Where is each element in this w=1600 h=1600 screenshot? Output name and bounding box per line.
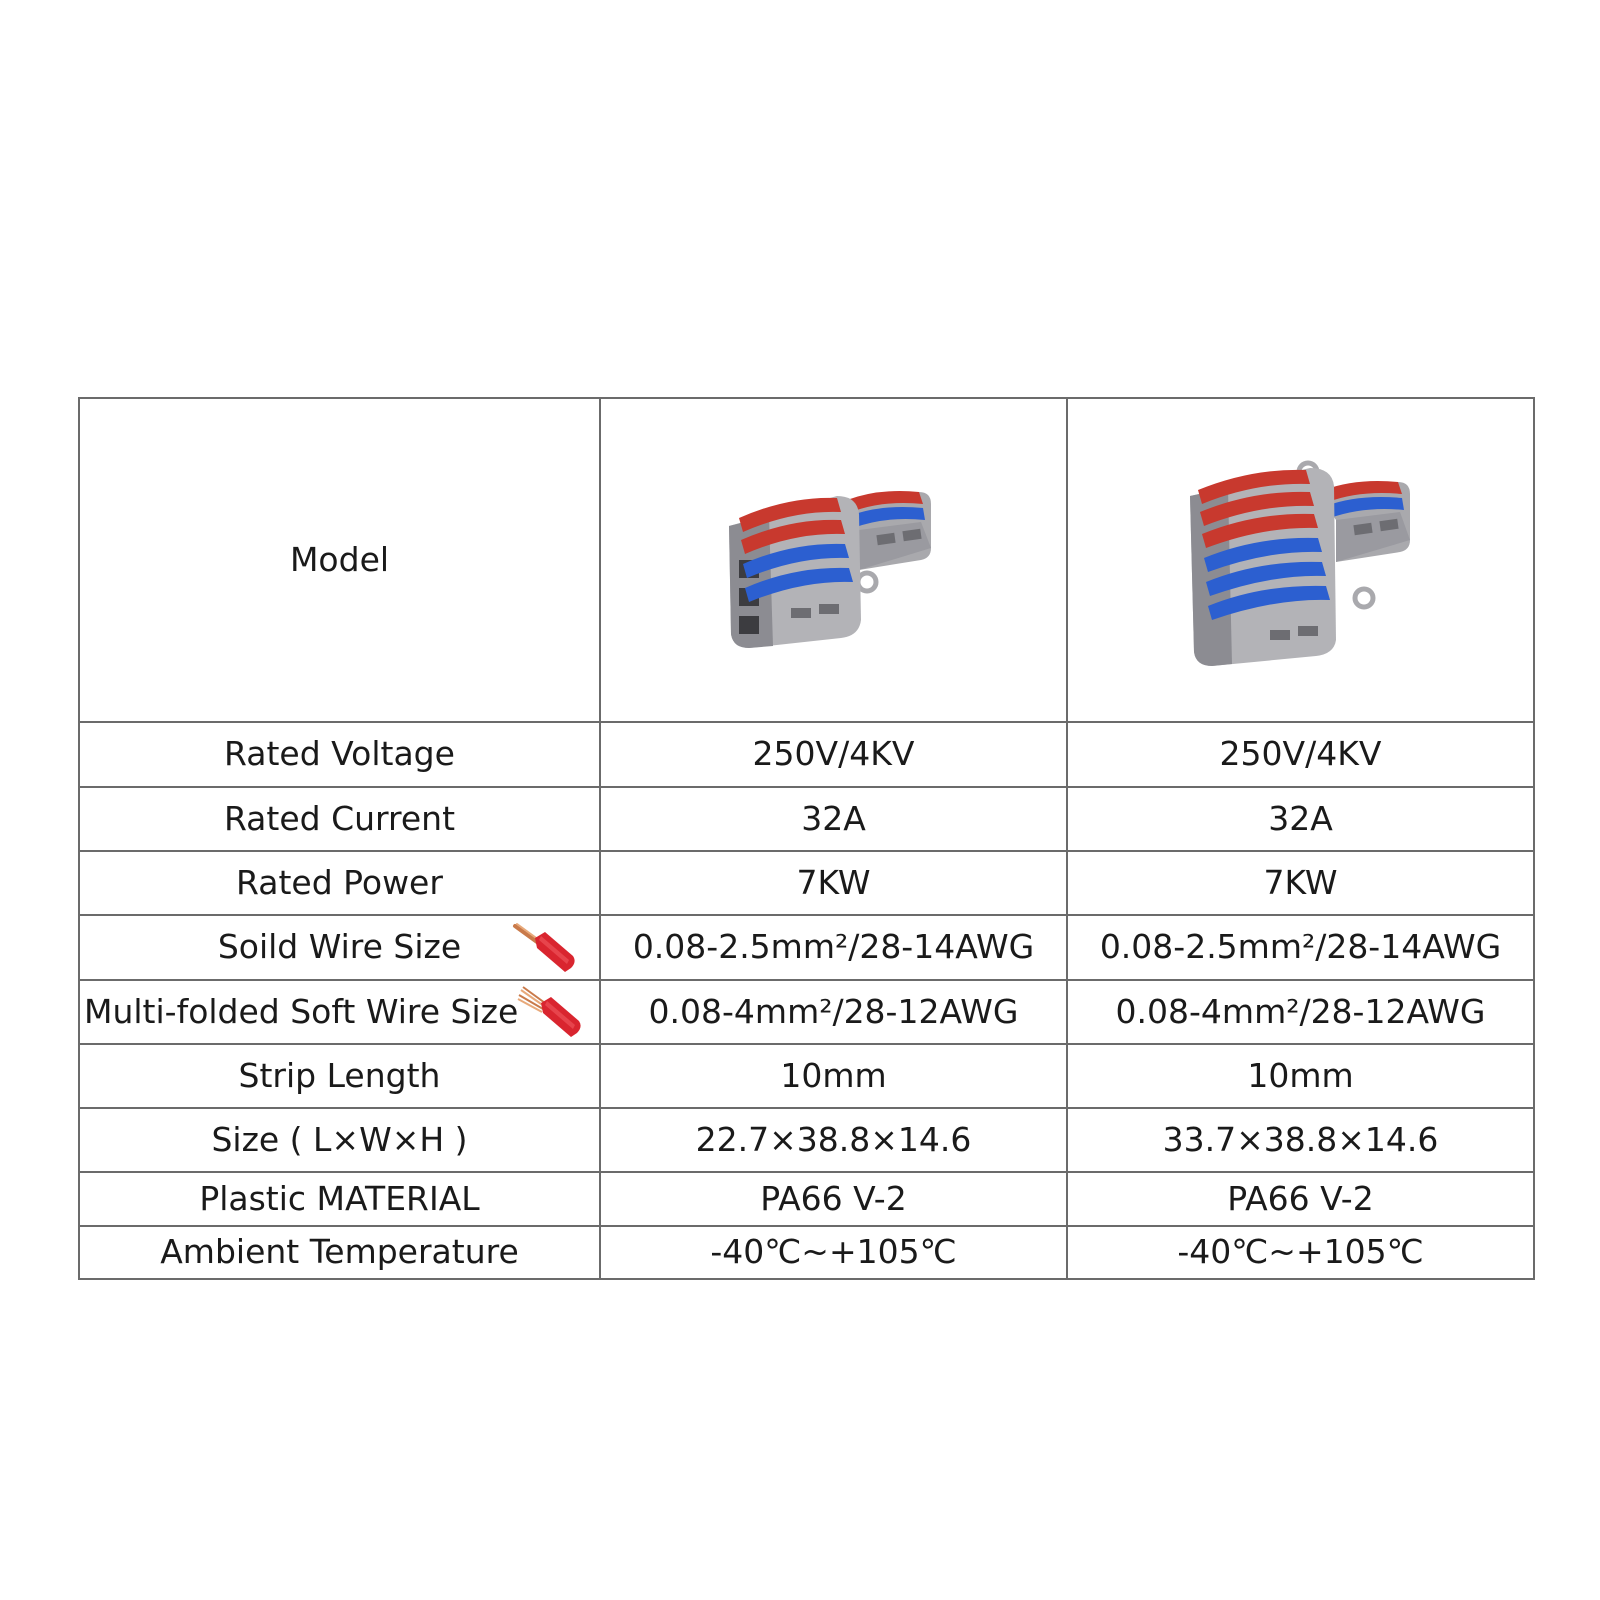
row-label: Ambient Temperature (79, 1226, 600, 1279)
row-label: Size ( L×W×H ) (79, 1108, 600, 1172)
row-label: Model (79, 398, 600, 722)
value-cell: 0.08-4mm²/28-12AWG (600, 980, 1067, 1044)
value-cell: 32A (600, 787, 1067, 851)
value-cell: -40℃~+105℃ (1067, 1226, 1534, 1279)
value-cell: 0.08-2.5mm²/28-14AWG (1067, 915, 1534, 979)
wire-connector-2to4-image (709, 470, 959, 650)
table-row-model (79, 398, 1534, 722)
value-cell: PA66 V-2 (600, 1172, 1067, 1225)
product-image-cell (1067, 398, 1534, 722)
soft-wire-icon (517, 985, 587, 1039)
table-row-rated-voltage (79, 722, 1534, 786)
table-row-soft-wire-size (79, 980, 1534, 1044)
value-cell: 250V/4KV (1067, 722, 1534, 786)
value-cell: 7KW (1067, 851, 1534, 915)
row-label: Soild Wire Size (217, 927, 462, 967)
row-label: Rated Voltage (79, 722, 600, 786)
row-label: Rated Power (79, 851, 600, 915)
value-cell: -40℃~+105℃ (600, 1226, 1067, 1279)
value-cell: 0.08-2.5mm²/28-14AWG (600, 915, 1067, 979)
spec-table (78, 397, 1535, 1280)
value-cell: 250V/4KV (600, 722, 1067, 786)
wire-connector-2to6-image (1176, 450, 1426, 670)
table-row-rated-current (79, 787, 1534, 851)
row-label-cell (79, 915, 600, 979)
table-row-rated-power (79, 851, 1534, 915)
row-label: Strip Length (79, 1044, 600, 1108)
value-cell: 33.7×38.8×14.6 (1067, 1108, 1534, 1172)
value-cell: 7KW (600, 851, 1067, 915)
row-label-cell (79, 980, 600, 1044)
product-image-cell (600, 398, 1067, 722)
value-cell: 22.7×38.8×14.6 (600, 1108, 1067, 1172)
value-cell: 32A (1067, 787, 1534, 851)
row-label: Rated Current (79, 787, 600, 851)
table-row-plastic-material (79, 1172, 1534, 1225)
table-row-size (79, 1108, 1534, 1172)
row-label: Multi-folded Soft Wire Size (84, 991, 519, 1031)
table-row-solid-wire-size (79, 915, 1534, 979)
row-label: Plastic MATERIAL (79, 1172, 600, 1225)
value-cell: 0.08-4mm²/28-12AWG (1067, 980, 1534, 1044)
value-cell: PA66 V-2 (1067, 1172, 1534, 1225)
table-row-ambient-temperature (79, 1226, 1534, 1279)
value-cell: 10mm (1067, 1044, 1534, 1108)
value-cell: 10mm (600, 1044, 1067, 1108)
solid-wire-icon (511, 920, 581, 974)
table-row-strip-length (79, 1044, 1534, 1108)
